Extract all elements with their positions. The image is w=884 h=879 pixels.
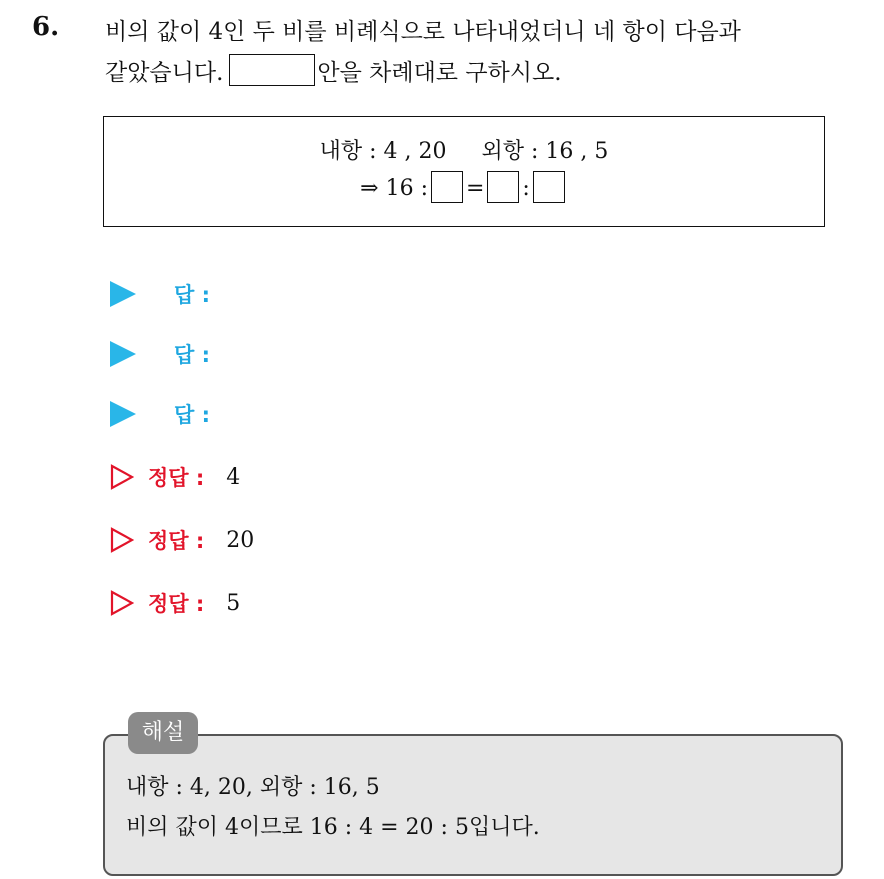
correct-answer-label: 정답 :: [148, 466, 205, 490]
correct-answer-value: 4: [226, 464, 241, 490]
filled-triangle-right-icon: [110, 281, 136, 307]
question-line-1: 비의 값이 4인 두 비를 비례식으로 나타내었더니 네 항이 다음과: [105, 19, 741, 45]
explanation-line-1: 내항 : 4, 20, 외항 : 16, 5: [126, 775, 380, 800]
answer-label: 답 :: [174, 343, 210, 367]
proportion-expression: [104, 171, 824, 207]
correct-answer-value: 20: [226, 527, 255, 553]
proportion-blank-2: [487, 171, 519, 203]
question-number: 6.: [32, 12, 60, 42]
condition-box: [103, 116, 825, 227]
answer-label: 답 :: [174, 403, 210, 427]
answer-row-2: [110, 339, 210, 369]
proportion-prefix: ⇒ 16 :: [360, 176, 428, 201]
filled-triangle-right-icon: [110, 401, 136, 427]
outline-triangle-right-icon: [110, 527, 134, 553]
proportion-equals: =: [465, 176, 485, 201]
explanation-text: [126, 768, 540, 848]
answer-label: 답 :: [174, 283, 210, 307]
question-line-2-after: 안을 차례대로 구하시오.: [317, 60, 562, 86]
outline-triangle-right-icon: [110, 590, 134, 616]
condition-terms: 내항 : 4 , 20 외항 : 16 , 5: [319, 139, 609, 164]
correct-answer-label: 정답 :: [148, 529, 205, 553]
filled-triangle-right-icon: [110, 341, 136, 367]
correct-answer-label: 정답 :: [148, 592, 205, 616]
answer-row-3: [110, 399, 210, 429]
question-line-2: [105, 53, 875, 94]
outline-triangle-right-icon: [110, 464, 134, 490]
correct-answer-row-3: [110, 588, 240, 618]
blank-box-icon: [229, 54, 315, 86]
proportion-blank-1: [431, 171, 463, 203]
correct-answer-value: 5: [226, 590, 241, 616]
proportion-blank-3: [533, 171, 565, 203]
answer-row-1: [110, 279, 210, 309]
explanation-tab: 해설: [128, 712, 198, 754]
explanation-line-2: 비의 값이 4이므로 16 : 4 = 20 : 5입니다.: [126, 815, 540, 840]
correct-answer-row-1: [110, 462, 240, 492]
correct-answer-row-2: [110, 525, 254, 555]
question-line-2-before: 같았습니다.: [105, 60, 224, 86]
proportion-colon: :: [522, 176, 530, 201]
question-text: [105, 12, 875, 94]
